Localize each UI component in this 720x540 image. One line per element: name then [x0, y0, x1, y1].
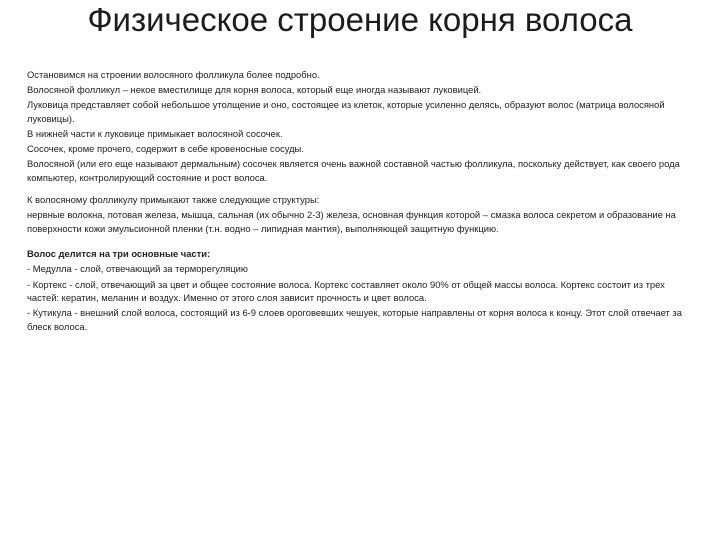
paragraph-bulb: Луковица представляет собой небольшое утолщение и оно, состоящее из клеток, которые усиленно делясь, образуют волос (матрица волосяной луковицы). — [27, 99, 665, 124]
paragraph-structures-heading: К волосяному фолликулу примыкают также следующие структуры: — [27, 194, 320, 206]
paragraph-papilla-vessels: Сосочек, кроме прочего, содержит в себе кровеносные сосуды. — [27, 143, 304, 155]
paragraph-papilla: В нижней части к луковице примыкает волосяной сосочек. — [27, 128, 283, 140]
paragraph-structures-list: нервные волокна, потовая железа, мышца, сальная (их обычно 2-3) железа, основная функция которой – смазка волоса секретом и образование на поверхности кожи эмульсионной пленки (т.н. водно – липидная мантия), выполняющей защитную функцию. — [27, 209, 676, 234]
paragraph-parts-heading: Волос делится на три основные части: — [27, 248, 211, 260]
paragraph-medulla: - Медулла - слой, отвечающий за терморегуляцию — [27, 263, 248, 275]
paragraph-cortex: - Кортекс - слой, отвечающий за цвет и общее состояние волоса. Кортекс составляет около 90% от общей массы волоса. Кортекс состоит из трех частей: кератин, меланин и воздух. Именно от этого слоя зависит прочность и цвет волоса. — [27, 278, 665, 304]
slide-body — [27, 68, 695, 335]
paragraph-cuticle: - Кутикула - внешний слой волоса, состоящий из 6-9 слоев ороговевших чешуек, которые направлены от корня волоса к концу. Этот слой отвечает за блеск волоса. — [27, 307, 682, 332]
paragraph-follicle-intro: Остановимся на строении волосяного фолликула более подробно. — [27, 69, 320, 80]
paragraph-follicle-definition: Волосяной фолликул – некое вместилище для корня волоса, который еще иногда называют луковицей. — [27, 84, 482, 96]
slide-title: Физическое строение корня волоса — [87, 1, 633, 38]
paragraph-dermal-papilla: Волосяной (или его еще называют дермальным) сосочек является очень важной составной частью фолликула, поскольку действует, как своего рода компьютер, контролирующий состояние и рост волоса. — [27, 158, 680, 183]
